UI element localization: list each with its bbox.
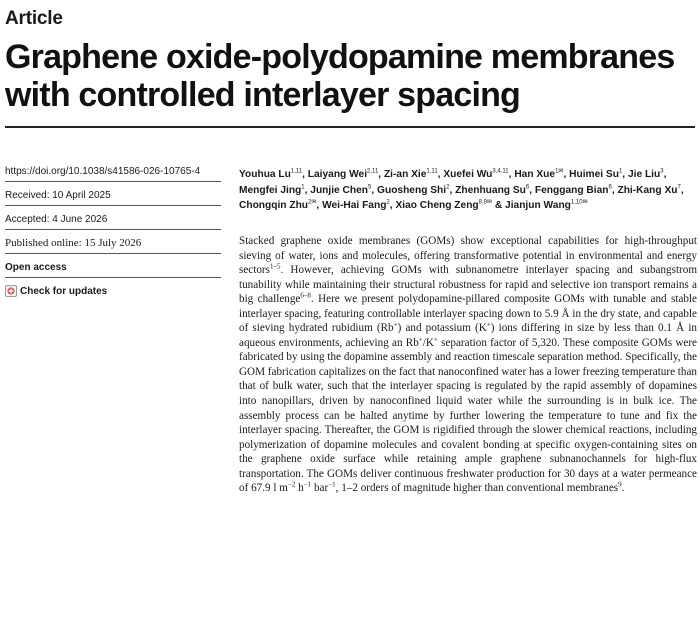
author-name: Zi-an Xie — [383, 169, 427, 180]
author-affiliation: 2✉ — [308, 199, 317, 206]
author-affiliation: 1,10✉ — [570, 199, 588, 206]
abstract-text: . Here we present polydopamine-pillared composite GOMs with tunable and stable interlayer spacing, featuring controllable interlayer spacing down to 5.9 Å in the dry state, and capable of sieving hydrated rubidium (Rb — [239, 293, 698, 335]
author-entry[interactable] — [505, 200, 588, 211]
author-affiliation: 3 — [660, 168, 664, 175]
author-entry[interactable] — [310, 185, 371, 196]
author-affiliation: 7 — [677, 184, 681, 191]
author-entry[interactable] — [569, 169, 622, 180]
author-name: Fenggang Bian — [534, 184, 609, 196]
author-affiliation: 6 — [525, 184, 530, 191]
author-entry[interactable] — [308, 169, 379, 180]
citation-ref: 9 — [618, 480, 622, 489]
article-title: Graphene oxide-polydopamine membranes with controlled interlayer spacing — [5, 38, 675, 114]
author-entry[interactable] — [628, 169, 664, 180]
abstract-text: /K — [422, 336, 434, 349]
accepted-date: Accepted: 4 June 2026 — [5, 213, 221, 230]
citation-ref: 1–5 — [269, 262, 281, 271]
author-affiliation: 1 — [301, 184, 305, 191]
author-name: Junjie Chen — [310, 184, 369, 196]
author-name: Guosheng Shi — [377, 184, 447, 196]
author-name: Wei-Hai Fang — [322, 200, 387, 211]
author-name: Zhi-Kang Xu — [617, 184, 678, 196]
charge-superscript: + — [418, 335, 423, 344]
article-type-label: Article — [5, 8, 63, 29]
received-date: Received: 10 April 2025 — [5, 189, 221, 206]
doi-link[interactable]: https://doi.org/10.1038/s41586-026-10765-4 — [5, 165, 221, 182]
author-affiliation: 1,11 — [290, 168, 303, 175]
author-entry[interactable] — [384, 169, 438, 180]
author-name: Mengfei Jing — [239, 184, 302, 196]
author-name: Jie Liu — [627, 169, 661, 180]
abstract-text: Stacked graphene oxide membranes (GOMs) show exceptional capabilities for high-throughput sieving of water, ions and molecules, offering transformative potential in environmental and energy sectors — [239, 235, 697, 277]
author-affiliation: 5 — [368, 184, 372, 191]
abstract-text: . However, achieving GOMs with subnanometre interlayer spacing and subangstrom tunability while maintaining their structural robustness for rapid and selective ion transport remains a big challenge — [239, 264, 697, 306]
author-entry[interactable] — [455, 185, 529, 196]
author-affiliation: 2 — [386, 199, 390, 206]
author-affiliation: 8,9✉ — [478, 199, 493, 206]
author-affiliation: 1 — [618, 168, 623, 175]
author-list: Youhua Lu$^{1,11}$, Laiyang Wei$^{2,11}$, Zi-an Xie$^{1,11}$, Xuefei Wu$^{3,4,11}$, Han Xue$^{1✉}$, Huimei Su$^1$, Jie Liu$^3$, Mengfei Jing$^1$, Junjie Chen$^5$, Guosheng Shi$^2$, Zhenhuang Su$^6$, Fenggang Bian$^6$, Zhi-Kang Xu$^7$, Chongqin Zhu$^{2✉}$, Wei-Hai Fang$^2$, Xiao Cheng Zeng$^{8,9✉}$ & Jianjun Wang$^{1,10✉}$ — [239, 168, 684, 211]
abstract-text: separation factor of 5,320. These composite GOMs were fabricated by using the dopamine assembly and reaction timescale separation method. Specifically, the GOM fabrication capitalizes on the fact that nanoconfined water has a lower freezing temperature than that of bulk water, such that the interlayer spacing is regulated by the rapid assembly of dopamines into nanopillars, driven by nanoconfined liquid water while the surrounding is in bulk ice. The assembly process can be halted anytime by further lowering the temperature to tune and fix the interlayer spacing. Thereafter, the GOM is rigidified through the slower chemical reactions, including polymerization of dopamine molecules and covalent bonding at specific oxygen-containing sites on the graphene oxide surface while retaining ample graphene subnanochannels for high-flux transportation. The GOMs deliver continuous freshwater production for 30 days at a water permeance of 67.9 l m — [239, 336, 697, 495]
author-affiliation: 6 — [608, 184, 612, 191]
charge-superscript: + — [393, 320, 398, 329]
author-entry[interactable] — [239, 169, 302, 180]
author-entry[interactable] — [443, 169, 508, 180]
abstract-text: bar — [311, 482, 329, 495]
open-access-label[interactable]: Open access — [5, 261, 221, 278]
check-for-updates-label: Check for updates — [20, 285, 108, 297]
author-affiliation: 2,11 — [367, 168, 379, 175]
charge-superscript: + — [433, 335, 438, 344]
author-entry[interactable] — [239, 185, 305, 196]
title-divider — [5, 126, 695, 128]
author-entry[interactable] — [514, 169, 563, 180]
author-name: Youhua Lu — [239, 169, 291, 180]
unit-exponent: −1 — [303, 480, 312, 489]
abstract-text: . — [621, 482, 625, 495]
author-name: Zhenhuang Su — [455, 184, 526, 196]
author-affiliation: 1,11 — [426, 168, 438, 175]
abstract-text: , 1–2 orders of magnitude higher than conventional membranes — [335, 482, 619, 495]
author-name: Han Xue — [514, 169, 556, 180]
published-date: Published online: 15 July 2026 — [5, 237, 221, 254]
author-name: Chongqin Zhu — [239, 200, 309, 211]
author-name: Laiyang Wei — [307, 169, 368, 180]
abstract-text: h — [295, 482, 304, 495]
charge-superscript: + — [486, 320, 491, 329]
author-entry[interactable] — [322, 200, 390, 211]
author-name: Xuefei Wu — [443, 169, 493, 180]
author-affiliation: 2 — [446, 184, 450, 191]
author-affiliation: 3,4,11 — [492, 168, 509, 175]
author-name: Jianjun Wang — [505, 200, 571, 211]
author-name: Xiao Cheng Zeng — [395, 200, 479, 211]
author-entry[interactable] — [395, 200, 492, 211]
check-for-updates-icon — [5, 285, 17, 297]
author-entry[interactable] — [617, 185, 680, 196]
unit-exponent: −1 — [328, 480, 336, 489]
author-affiliation: 1✉ — [555, 168, 564, 175]
citation-ref: 6–8 — [300, 291, 311, 300]
check-for-updates-button[interactable] — [5, 285, 221, 297]
author-entry[interactable] — [535, 185, 612, 196]
author-entry[interactable] — [377, 185, 449, 196]
abstract-text: ) and potassium (K — [397, 322, 487, 335]
author-name: Huimei Su — [569, 169, 619, 180]
article-metadata — [5, 165, 221, 297]
abstract — [239, 234, 697, 496]
unit-exponent: −2 — [287, 480, 296, 489]
abstract-text: ) ions differing in size by less than 0.1 Å in aqueous environments, achieving an Rb — [239, 322, 698, 349]
author-entry[interactable] — [239, 200, 316, 211]
